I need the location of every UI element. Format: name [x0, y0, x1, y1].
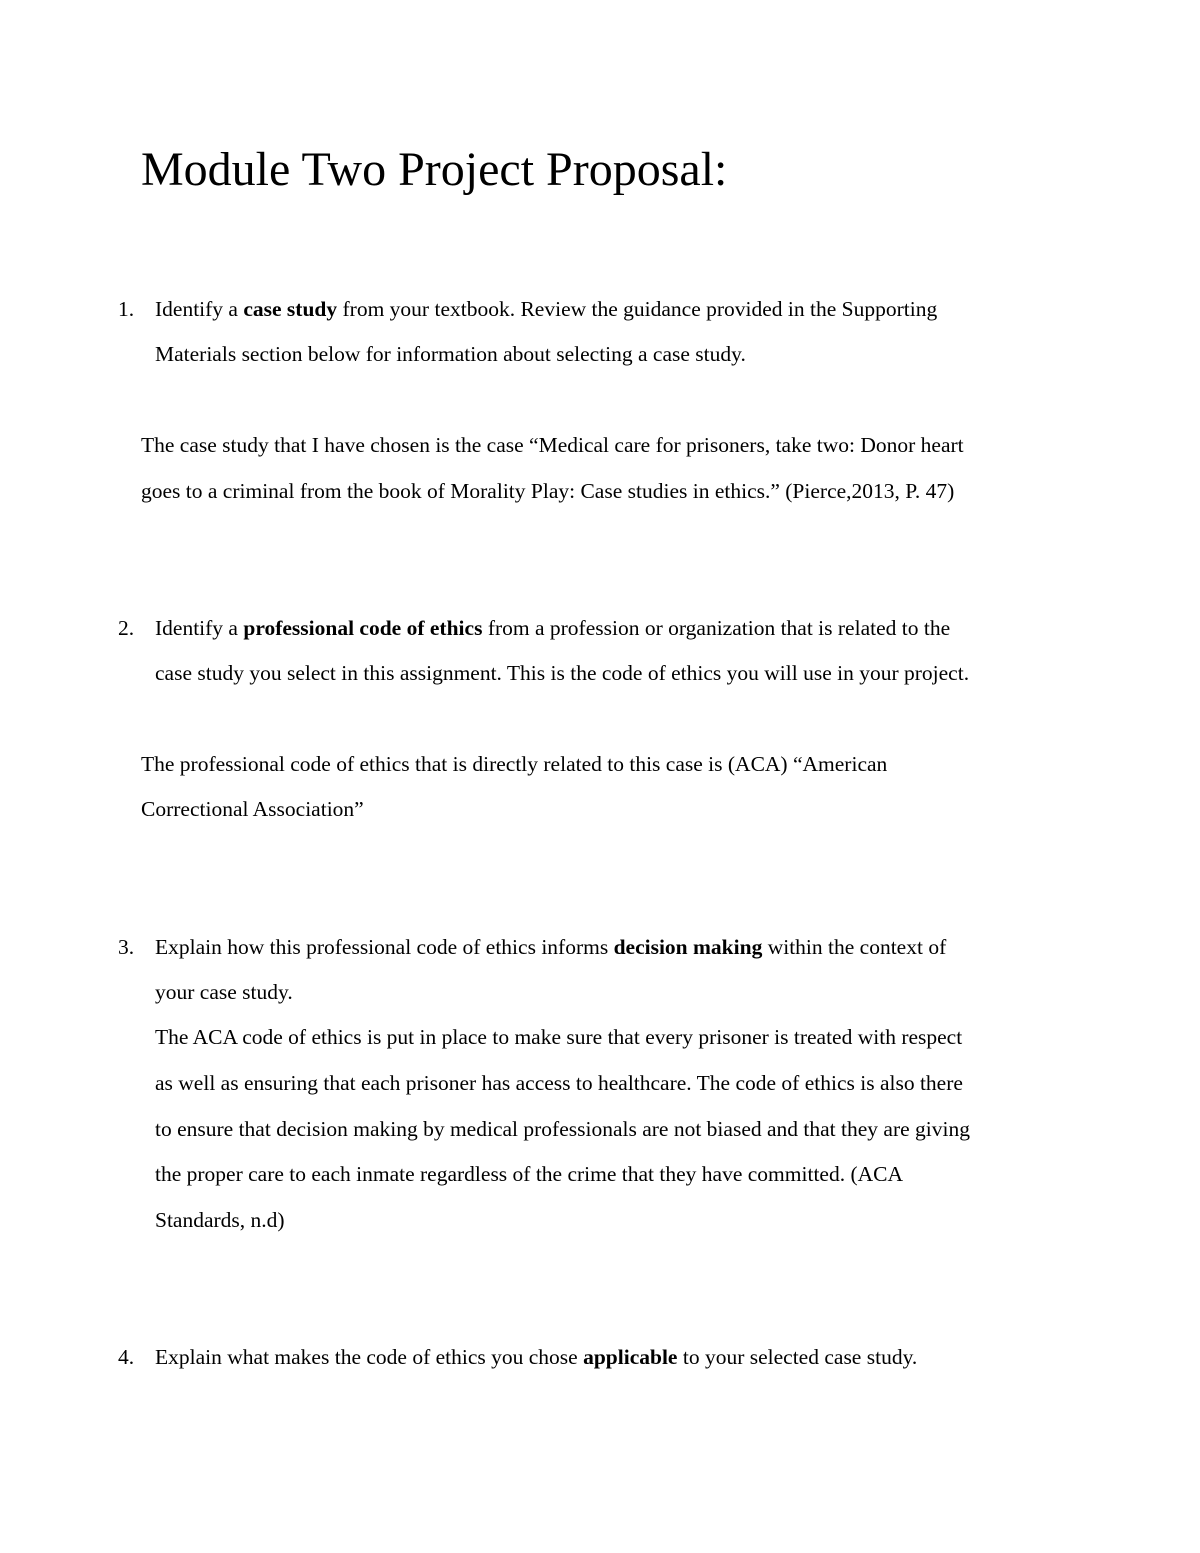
item-prompt-line: Materials section below for information about selecting a case study. — [155, 342, 746, 366]
item-prompt-line: Identify a professional code of ethics from a profession or organization that is related to the — [155, 616, 951, 640]
item-prompt-line: case study you select in this assignment. This is the code of ethics you will use in your project. — [155, 661, 970, 685]
answer-line: The case study that I have chosen is the case “Medical care for prisoners, take two: Donor heart — [141, 433, 964, 457]
answer-line: goes to a criminal from the book of Morality Play: Case studies in ethics.” (Pierce,2013, P. 47) — [141, 479, 955, 503]
item-prompt-line: Explain how this professional code of ethics informs decision making within the context of — [155, 935, 947, 959]
answer-line: as well as ensuring that each prisoner has access to healthcare. The code of ethics is also there — [155, 1071, 963, 1095]
answer-line: the proper care to each inmate regardless of the crime that they have committed. (ACA — [155, 1162, 904, 1186]
item-number: 3. — [118, 935, 135, 959]
item-number: 2. — [118, 616, 135, 640]
item-prompt-line: your case study. — [155, 980, 293, 1004]
answer-line: The professional code of ethics that is directly related to this case is (ACA) “American — [141, 752, 888, 776]
item-number: 4. — [118, 1345, 135, 1369]
item-number: 1. — [118, 297, 135, 321]
emphasis-text: applicable — [583, 1345, 678, 1369]
emphasis-text: professional code of ethics — [243, 616, 483, 640]
item-prompt-line: Identify a case study from your textbook. Review the guidance provided in the Supporting — [155, 297, 938, 321]
answer-line: Correctional Association” — [141, 797, 364, 821]
emphasis-text: decision making — [613, 935, 763, 959]
answer-line: The ACA code of ethics is put in place to make sure that every prisoner is treated with respect — [155, 1025, 963, 1049]
emphasis-text: case study — [243, 297, 338, 321]
answer-line: Standards, n.d) — [155, 1208, 285, 1232]
page-title: Module Two Project Proposal: — [141, 143, 728, 196]
item-prompt-line: Explain what makes the code of ethics you chose applicable to your selected case study. — [155, 1345, 918, 1369]
answer-line: to ensure that decision making by medical professionals are not biased and that they are giving — [155, 1117, 970, 1141]
